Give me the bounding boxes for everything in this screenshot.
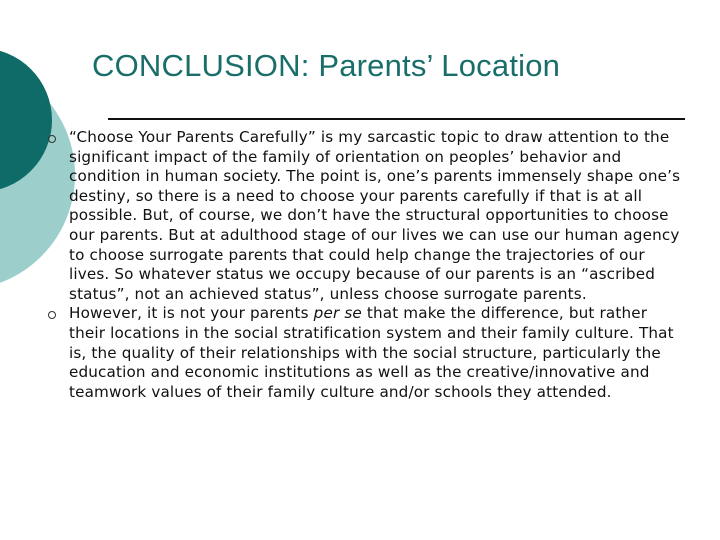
bullet-text [69,304,688,402]
hollow-circle-bullet-icon [48,135,56,143]
slide-title: CONCLUSION: Parents’ Location [92,48,561,83]
bullet-item [48,304,688,402]
bullet-text-part: that make the difference, but rather their locations in the social stratification system and their family culture. That is, the quality of their relationships with the social structure, particularly the education and economic institutions as well as the creative/innovative and teamwork values of their family culture and/or schools they attended. [69,304,674,401]
bullet-text-part: However, it is not your parents [69,304,314,323]
hollow-circle-bullet-icon [48,311,56,319]
bullet-list [48,128,688,402]
italic-phrase: per se [313,304,362,323]
title-divider [108,118,685,120]
bullet-text: “Choose Your Parents Carefully” is my sarcastic topic to draw attention to the significant impact of the family of orientation on peoples’ behavior and condition in human society. The point is, one’s parents immensely shape one’s destiny, so there is a need to choose your parents carefully if that is at all possible. But, of course, we don’t have the structural opportunities to choose our parents. But at adulthood stage of our lives we can use our human agency to choose surrogate parents that could help change the trajectories of our lives. So whatever status we occupy because of our parents is an “ascribed status”, not an achieved status”, unless choose surrogate parents. [69,128,681,303]
bullet-item [48,128,688,304]
